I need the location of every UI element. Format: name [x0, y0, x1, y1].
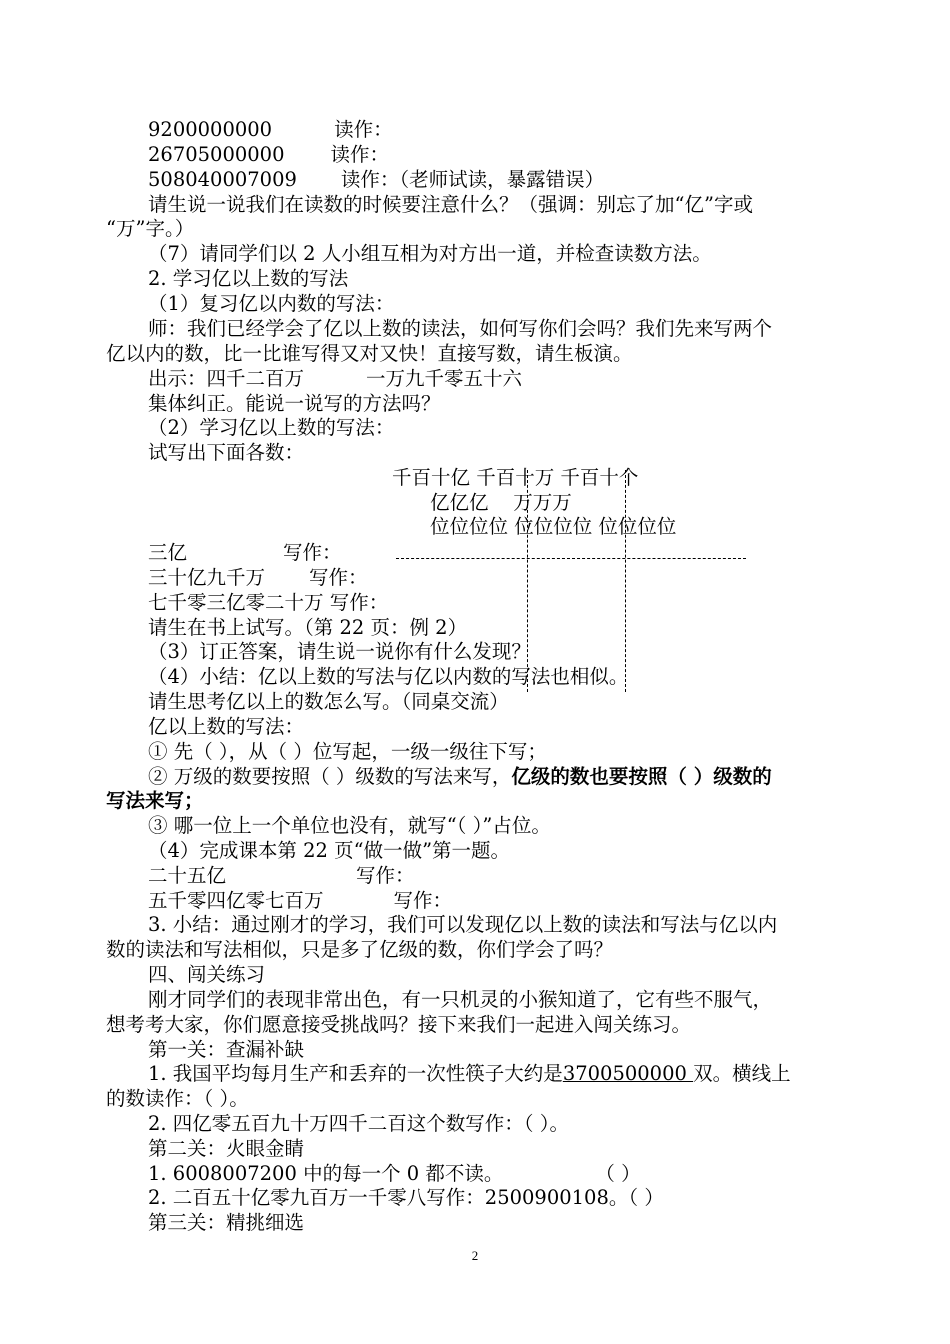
line-write-4: 五千零四亿零七百万 写作：	[148, 889, 453, 912]
read-label: 读作：	[330, 143, 389, 166]
rule-item-3: ③ 哪一位上一个单位也没有，就写“（ ）”占位。	[148, 814, 551, 837]
paragraph-line: 数的读法和写法相似，只是多了亿级的数，你们学会了吗？	[106, 938, 614, 961]
read-label: 读作：	[334, 118, 393, 141]
paragraph-line: 请生说一说我们在读数的时候要注意什么？（强调：别忘了加“亿”字或	[148, 193, 753, 216]
paragraph-line: 刚才同学们的表现非常出色，有一只机灵的小猴知道了，它有些不服气，	[148, 988, 773, 1011]
paragraph-line: （7）请同学们以 2 人小组互相为对方出一道，并检查读数方法。	[148, 242, 712, 265]
read-label: 读作：（老师试读，暴露错误）	[340, 168, 605, 191]
number-text: 9200000000	[148, 118, 273, 141]
page-number: 2	[471, 1248, 479, 1263]
section-heading: 四、闯关练习	[148, 963, 266, 986]
paragraph-line: 试写出下面各数：	[148, 441, 305, 464]
paragraph-line: “万”字。）	[106, 217, 195, 240]
paragraph-line: 师：我们已经学会了亿以上数的读法，如何写你们会吗？我们先来写两个	[148, 317, 773, 340]
level-heading: 第三关：精挑细选	[148, 1211, 305, 1234]
exercise-line: 2. 二百五十亿零九百万一千零八写作：2500900108。（ ）	[148, 1186, 664, 1209]
line-write-1: 三亿 写作：	[148, 541, 342, 564]
underlined-number: 3700500000	[562, 1062, 694, 1085]
paragraph-line: 请生在书上试写。（第 22 页：例 2）	[148, 616, 468, 639]
paragraph-line: （4）小结：亿以上数的写法与亿以内数的写法也相似。	[148, 665, 629, 688]
line-show: 出示：四千二百万 一万九千零五十六	[148, 367, 523, 390]
line-write-3: 二十五亿 写作：	[148, 864, 415, 887]
level-heading: 第一关：查漏补缺	[148, 1038, 305, 1061]
exercise-line: 1. 6008007200 中的每一个 0 都不读。 （ ）	[148, 1162, 641, 1185]
section-heading: 2. 学习亿以上数的写法	[148, 267, 349, 290]
line-read-3	[148, 168, 604, 192]
paragraph-line: 亿以内的数，比一比谁写得又对又快！直接写数，请生板演。	[106, 342, 633, 365]
paragraph-line: （4）完成课本第 22 页“做一做”第一题。	[148, 839, 511, 862]
paragraph-line: 请生思考亿以上的数怎么写。（同桌交流）	[148, 690, 509, 713]
rule-item-2-cont: 写法来写；	[106, 789, 204, 812]
number-text: 508040007009	[148, 168, 297, 191]
rule-item-2: ② 万级的数要按照（ ）级数的写法来写，亿级的数也要按照（ ）级数的	[148, 765, 772, 788]
dashed-rule-vertical	[625, 470, 626, 692]
level-heading: 第二关：火眼金睛	[148, 1137, 305, 1160]
place-chart-row-positions: 位位位位 位位位位 位位位位	[430, 515, 677, 538]
exercise-line: 2. 四亿零五百九十万四千二百这个数写作：（ ）。	[148, 1112, 570, 1135]
subsection-heading: （1）复习亿以内数的写法：	[148, 292, 395, 315]
subsection-heading: （2）学习亿以上数的写法：	[148, 416, 395, 439]
line-write-2: 三十亿九千万 写作：	[148, 566, 368, 589]
place-chart-row-levels: 亿亿亿 万万万	[430, 491, 572, 514]
line-read-2	[148, 143, 389, 167]
number-text: 26705000000	[148, 143, 285, 166]
paragraph-line: 想考考大家，你们愿意接受挑战吗？接下来我们一起进入闯关练习。	[106, 1013, 692, 1036]
exercise-line: 的数读作：（ ）。	[106, 1087, 249, 1110]
dashed-rule-horizontal	[396, 558, 746, 559]
paragraph-line: （3）订正答案，请生说一说你有什么发现？	[148, 640, 531, 663]
paragraph-line: 亿以上数的写法：	[148, 715, 305, 738]
exercise-line: 1. 我国平均每月生产和丢弃的一次性筷子大约是3700500000 双。横线上	[148, 1062, 791, 1085]
paragraph-line: 七千零三亿零二十万 写作：	[148, 591, 389, 614]
paragraph-line: 3. 小结：通过刚才的学习，我们可以发现亿以上数的读法和写法与亿以内	[148, 913, 778, 936]
paragraph-line: 集体纠正。能说一说写的方法吗？	[148, 392, 441, 415]
rule-item-1: ① 先（ ），从（ ）位写起，一级一级往下写；	[148, 740, 547, 763]
place-chart-row-units: 千百十亿 千百十万 千百十个	[392, 466, 639, 489]
line-read-1	[148, 118, 393, 142]
